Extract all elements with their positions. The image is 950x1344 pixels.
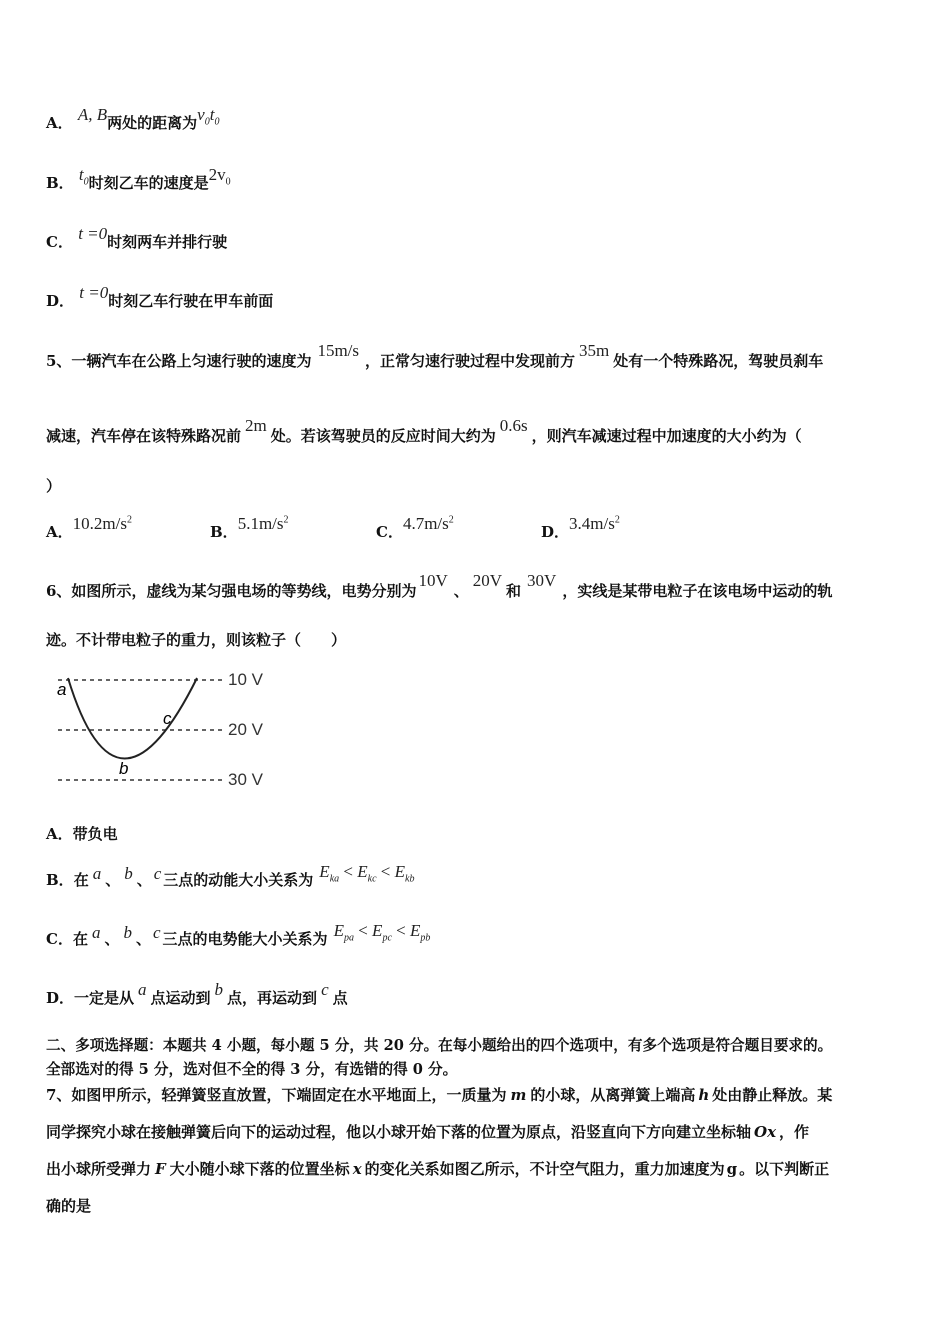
q7-line2: 同学探究小球在接触弹簧后向下的运动过程，他以小球开始下落的位置为原点，沿竖直向下方向建立坐标轴 Ox ，作 [46,1123,810,1141]
label-30v: 30 V [228,770,263,789]
q6-option-a: A．带负电 [46,825,118,843]
q7-line4: 确的是 [46,1197,92,1215]
q6-option-d: D．一定是从 a 点运动到 b 点，再运动到 c 点 [46,980,348,1007]
q4-option-d: D． t =0时刻乙车行驶在甲车前面 [46,283,274,310]
q5-line1: 5、一辆汽车在公路上匀速行驶的速度为15m/s，正常匀速行驶过程中发现前方35m处有一个特殊路况，驾驶员刹车 [46,341,824,370]
q5-line3: ） [46,477,62,495]
math-ab: A, B [77,105,108,124]
section2-heading-line1: 二、多项选择题：本题共 4 小题，每小题 5 分，共 20 分。在每小题给出的四个选项中，有多个选项是符合题目要求的。 [46,1037,833,1054]
q6-option-b: B．在 a 、 b 、 c 三点的动能大小关系为 $E_{ka} < E_{kc} < E_{kb}$ [46,862,415,889]
q5-option-b: B．$5.1m/s^2$ [210,514,289,541]
label-10v: 10 V [228,670,263,689]
q6-line1: 6、如图所示，虚线为某匀强电场的等势线，电势分别为10V、20V和30V，实线是某带电粒子在该电场中运动的轨 [46,571,833,600]
section2-heading-line2: 全部选对的得 5 分，选对但不全的得 3 分，有选错的得 0 分。 [46,1061,458,1078]
particle-trajectory [68,678,197,759]
q5-line2: 减速，汽车停在该特殊路况前2m处。若该驾驶员的反应时间大约为0.6s，则汽车减速过程中加速度的大小约为（ [46,416,802,445]
q4-option-b: B． $t_0$时刻乙车的速度是$2v_0$ [46,165,231,192]
q4-option-a: A． A, B两处的距离为$v_0t_0$ [46,105,220,132]
equipotential-figure [52,664,282,794]
q4-option-c: C． t =0时刻两车并排行驶 [46,224,228,251]
label-20v: 20 V [228,720,263,739]
q6-option-c: C．在 a 、 b 、 c 三点的电势能大小关系为 $E_{pa} < E_{pc} < E_{pb}$ [46,921,431,948]
q7-line3: 出小球所受弹力 F 大小随小球下落的位置坐标 x 的变化关系如图乙所示，不计空气阻力，重力加速度为 g 。以下判断正 [46,1160,830,1178]
q5-option-d: D．$3.4m/s^2$ [541,514,620,541]
label-b: b [119,759,129,778]
label-c: c [163,709,172,728]
q5-option-c: C．$4.7m/s^2$ [376,514,454,541]
q5-option-a: A．$10.2m/s^2$ [46,514,132,541]
q7-line1: 7、如图甲所示，轻弹簧竖直放置，下端固定在水平地面上，一质量为 m 的小球，从离弹簧上端高 h 处由静止释放。某 [46,1086,833,1104]
label-a: a [57,680,67,699]
q6-line2: 迹。不计带电粒子的重力，则该粒子（ ） [46,631,347,649]
